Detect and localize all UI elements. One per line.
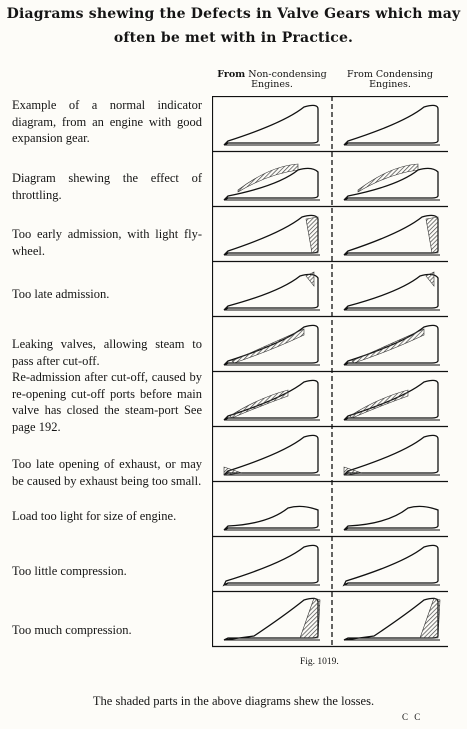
row-description-normal: Example of a normal indicator diagram, from an engine with good expansion gear. <box>12 98 202 145</box>
column-heading-non-condensing-label: Non-condensing <box>248 69 327 80</box>
diagram-loss-shading <box>232 329 304 363</box>
row-description-early-admission: Too early admission, with light fly-wheel. <box>12 227 202 258</box>
diagram-loss-shading <box>306 217 318 253</box>
diagram-loss-shading <box>300 598 320 638</box>
column-heading-from: From <box>217 69 246 80</box>
indicator-diagram-light-load-condensing <box>344 506 440 530</box>
row-description-light-load: Load too light for size of engine. <box>12 509 177 523</box>
indicator-diagrams-grid <box>212 96 448 656</box>
footer-caption: The shaded parts in the above diagrams shew the losses. <box>92 694 375 708</box>
indicator-diagram-late-admission-non-condensing <box>224 272 320 310</box>
indicator-diagram-light-load-non-condensing <box>224 506 320 530</box>
indicator-diagram-little-compression-condensing <box>344 545 440 585</box>
diagram-outline <box>344 545 438 585</box>
indicator-diagram-readmission-non-condensing <box>224 380 320 420</box>
indicator-diagram-leaking-valves-condensing <box>344 325 440 365</box>
diagram-loss-shading <box>420 598 440 638</box>
diagram-loss-shading <box>230 390 288 418</box>
row-description-much-compression: Too much compression. <box>12 623 132 637</box>
figure-label: Fig. 1019. <box>300 657 339 667</box>
indicator-diagram-much-compression-non-condensing <box>224 598 320 640</box>
row-description-throttling: Diagram shewing the effect of throttling. <box>12 171 202 202</box>
diagram-loss-shading <box>352 329 424 363</box>
title-line-2: often be met with in Practice. <box>113 30 354 46</box>
indicator-diagram-normal-non-condensing <box>224 105 320 145</box>
diagram-outline <box>224 506 318 530</box>
indicator-diagram-late-exhaust-non-condensing <box>224 435 320 475</box>
row-description-little-compression: Too little compression. <box>12 564 127 578</box>
diagram-outline <box>224 274 318 310</box>
indicator-diagram-throttling-non-condensing <box>224 164 320 200</box>
diagram-loss-shading <box>238 164 298 192</box>
diagram-outline <box>224 105 318 145</box>
indicator-diagram-early-admission-non-condensing <box>224 215 320 255</box>
row-description-late-admission: Too late admission. <box>12 287 110 301</box>
signature-mark: C C <box>402 712 423 722</box>
diagram-outline <box>224 435 318 475</box>
title-line-1: Diagrams shewing the Defects in Valve Gears which may <box>6 6 461 22</box>
row-description-leaking-valves: Leaking valves, allowing steam to pass after cut-off. <box>12 337 202 368</box>
diagram-loss-shading <box>344 467 362 475</box>
row-description-readmission: Re-admission after cut-off, caused by re-opening cut-off ports before main valve has closed the steam-port See page 192. <box>12 370 202 434</box>
diagram-loss-shading <box>350 390 408 418</box>
indicator-diagram-early-admission-condensing <box>344 215 440 255</box>
indicator-diagram-late-admission-condensing <box>344 272 440 310</box>
column-heading-condensing-engines: Engines. <box>369 79 411 90</box>
indicator-diagram-leaking-valves-non-condensing <box>224 325 320 365</box>
column-heading-condensing <box>335 70 445 90</box>
row-description-late-exhaust: Too late opening of exhaust, or may be caused by exhaust being too small. <box>12 457 202 488</box>
diagram-outline <box>344 105 438 145</box>
diagram-loss-shading <box>224 467 242 475</box>
indicator-diagram-late-exhaust-condensing <box>344 435 440 475</box>
diagram-loss-shading <box>358 164 418 192</box>
indicator-diagram-little-compression-non-condensing <box>224 545 320 585</box>
indicator-diagram-readmission-condensing <box>344 380 440 420</box>
diagram-outline <box>344 435 438 475</box>
diagram-outline <box>344 506 438 530</box>
indicator-diagram-throttling-condensing <box>344 164 440 200</box>
diagram-outline <box>344 215 438 255</box>
diagram-outline <box>224 545 318 585</box>
diagram-outline <box>344 274 438 310</box>
indicator-diagram-much-compression-condensing <box>344 598 440 640</box>
column-heading-non-condensing <box>208 70 336 90</box>
diagram-loss-shading <box>426 217 438 253</box>
column-heading-non-condensing-engines: Engines. <box>251 79 293 90</box>
column-heading-condensing-label: From Condensing <box>347 69 433 80</box>
indicator-diagram-normal-condensing <box>344 105 440 145</box>
diagram-outline <box>224 215 318 255</box>
